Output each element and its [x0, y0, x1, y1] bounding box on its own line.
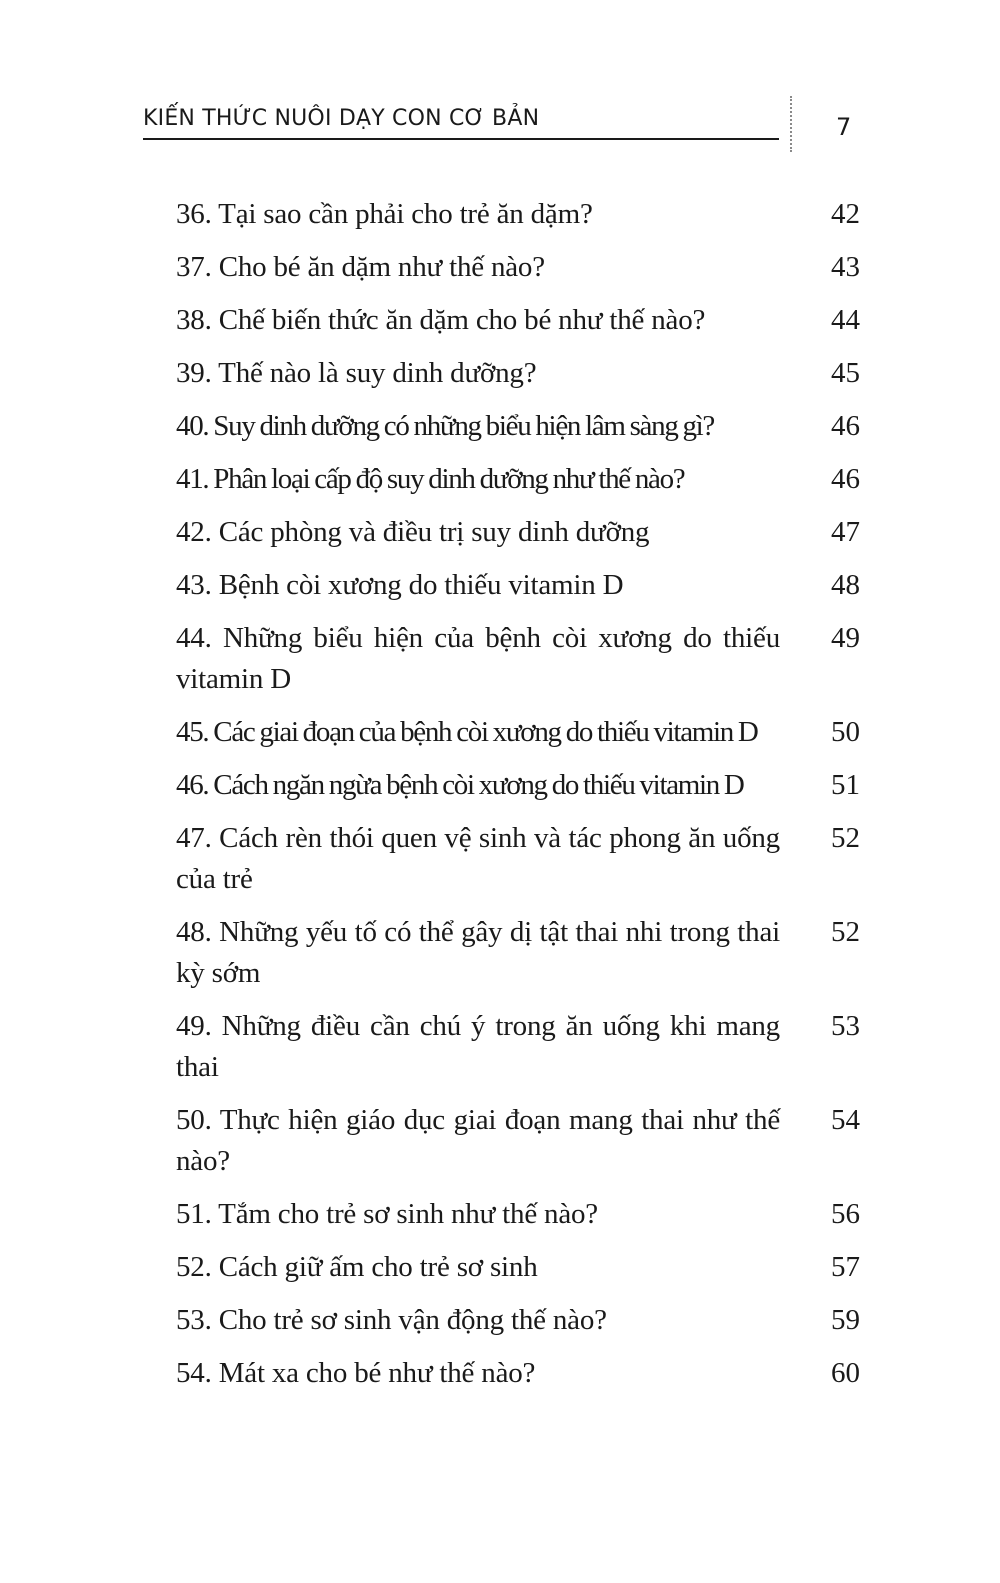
toc-entry-page: 44: [831, 304, 860, 336]
toc-entry-page: 42: [831, 198, 860, 230]
toc-entry-page: 54: [831, 1104, 860, 1136]
toc-entry-53: [176, 1300, 860, 1341]
toc-entry-37: [176, 247, 860, 288]
toc-entry-page: 53: [831, 1010, 860, 1042]
toc-entry-title: 43. Bệnh còi xương do thiếu vitamin D: [176, 569, 624, 601]
toc-entry-title: 50. Thực hiện giáo dục giai đoạn mang thai như thế nào?: [176, 1104, 780, 1177]
toc-entry-page: 52: [831, 822, 860, 854]
toc-entry-45: [176, 712, 860, 753]
page-number: 7: [836, 113, 852, 141]
toc-entry-40: [176, 406, 860, 447]
toc-entry-50: [176, 1100, 860, 1182]
toc-entry-title: 49. Những điều cần chú ý trong ăn uống khi mang thai: [176, 1010, 780, 1083]
toc-entry-page: 47: [831, 516, 860, 548]
toc-entry-52: [176, 1247, 860, 1288]
toc-entry-title: 53. Cho trẻ sơ sinh vận động thế nào?: [176, 1304, 607, 1336]
toc-entry-page: 60: [831, 1357, 860, 1389]
toc-entry-page: 46: [831, 463, 860, 495]
toc-entry-page: 46: [831, 410, 860, 442]
toc-entry-41: [176, 459, 860, 500]
toc-entry-39: [176, 353, 860, 394]
toc-entry-title: 45. Các giai đoạn của bệnh còi xương do thiếu vitamin D: [176, 716, 758, 748]
toc-entry-48: [176, 912, 860, 994]
toc-entry-54: [176, 1353, 860, 1394]
toc-entry-38: [176, 300, 860, 341]
toc-entry-51: [176, 1194, 860, 1235]
toc-entry-title: 39. Thế nào là suy dinh dưỡng?: [176, 357, 537, 389]
toc-entry-page: 48: [831, 569, 860, 601]
toc-entry-page: 43: [831, 251, 860, 283]
toc-entry-46: [176, 765, 860, 806]
toc-entry-title: 54. Mát xa cho bé như thế nào?: [176, 1357, 536, 1389]
toc-entry-page: 59: [831, 1304, 860, 1336]
header-divider: [790, 96, 792, 152]
toc-entry-page: 52: [831, 916, 860, 948]
toc-entry-47: [176, 818, 860, 900]
toc-entry-title: 37. Cho bé ăn dặm như thế nào?: [176, 251, 545, 283]
toc-entry-36: [176, 194, 860, 235]
toc-entry-42: [176, 512, 860, 553]
toc-entry-page: 56: [831, 1198, 860, 1230]
toc-entry-43: [176, 565, 860, 606]
toc-entry-44: [176, 618, 860, 700]
toc-entry-49: [176, 1006, 860, 1088]
toc-entry-title: 48. Những yếu tố có thể gây dị tật thai nhi trong thai kỳ sớm: [176, 916, 780, 989]
toc-entry-title: 38. Chế biến thức ăn dặm cho bé như thế nào?: [176, 304, 706, 336]
toc-entry-title: 36. Tại sao cần phải cho trẻ ăn dặm?: [176, 198, 593, 230]
toc-entry-title: 40. Suy dinh dưỡng có những biểu hiện lâm sàng gì?: [176, 410, 715, 442]
toc-entry-title: 46. Cách ngăn ngừa bệnh còi xương do thiếu vitamin D: [176, 769, 744, 801]
toc-entry-page: 51: [831, 769, 860, 801]
toc-entry-page: 49: [831, 622, 860, 654]
toc-entry-title: 44. Những biểu hiện của bệnh còi xương do thiếu vitamin D: [176, 622, 780, 695]
toc-entry-page: 50: [831, 716, 860, 748]
table-of-contents: [176, 194, 860, 1406]
toc-entry-title: 52. Cách giữ ấm cho trẻ sơ sinh: [176, 1251, 538, 1283]
toc-entry-title: 51. Tắm cho trẻ sơ sinh như thế nào?: [176, 1198, 598, 1230]
toc-entry-page: 57: [831, 1251, 860, 1283]
toc-entry-title: 47. Cách rèn thói quen vệ sinh và tác phong ăn uống của trẻ: [176, 822, 780, 895]
toc-entry-title: 41. Phân loại cấp độ suy dinh dưỡng như thế nào?: [176, 463, 685, 495]
toc-entry-title: 42. Các phòng và điều trị suy dinh dưỡng: [176, 516, 650, 548]
toc-entry-page: 45: [831, 357, 860, 389]
running-head-title: KIẾN THỨC NUÔI DẠY CON CƠ BẢN: [143, 104, 779, 140]
